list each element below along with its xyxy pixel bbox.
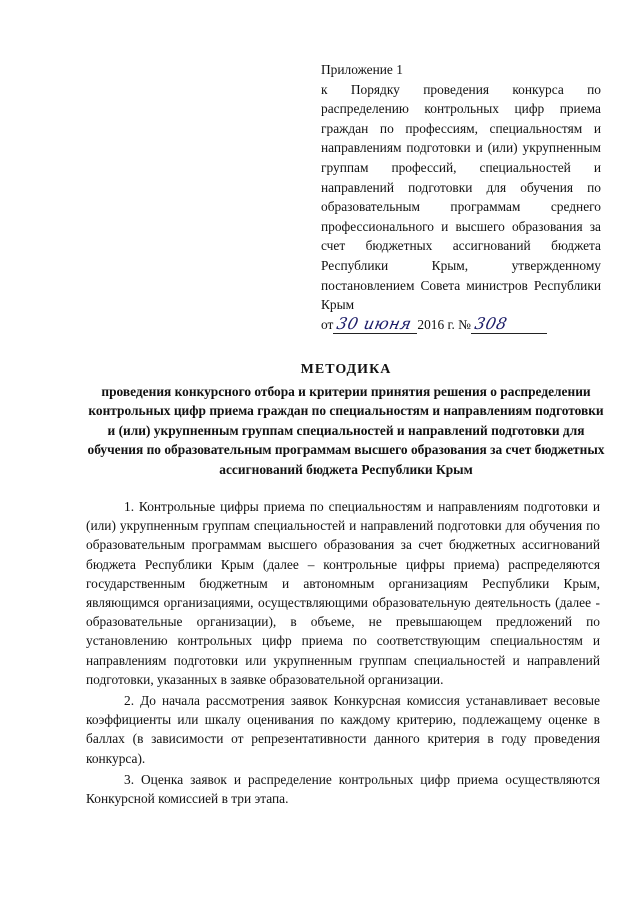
handwritten-date: 30 июня: [335, 313, 414, 333]
appendix-heading: Приложение 1: [321, 62, 403, 77]
appendix-text: к Порядку проведения конкурса по распределению контрольных цифр приема граждан по профессиям, специальностям и направлениям подготовки и (или) укрупненным группам профессий, специальностей и направлений подготовки для обучения по образовательным программам среднего профессионального и высшего образования за счет бюджетных ассигнований бюджета Республики Крым, утвержденному постановлением Совета министров Республики Крым: [321, 81, 601, 313]
document-body: [86, 497, 600, 810]
paragraph-2: 2. До начала рассмотрения заявок Конкурсная комиссия устанавливает весовые коэффициенты или шкалу оценивания по каждому критерию, подлежащему оценке в баллах (в зависимости от репрезентативности данного критерия в году проведения конкурса).: [86, 693, 600, 766]
document-title: МЕТОДИКА: [300, 362, 392, 377]
approval-date-line: [321, 315, 601, 335]
date-prefix: от: [321, 316, 334, 332]
paragraph-1: 1. Контрольные цифры приема по специальностям и направлениям подготовки и (или) укрупненным группам специальностей и направлений подготовки для обучения по образовательным программам высшего образования за счет бюджетных ассигнований бюджета Республики Крым (далее – контрольные цифры приема) распределяются государственным бюджетным и автономным организациям Республики Крым, являющимся организациями, осуществляющими образовательную деятельность (далее - образовательные организации), в объеме, не превышающем предложений по установлению контрольных цифр приема по соответствующим специальностям и направлениям подготовки или укрупненным группам специальностей и направлений подготовки, указанных в заявке образовательной организации.: [86, 499, 600, 687]
number-fill-field: [471, 315, 547, 334]
paragraph-3: 3. Оценка заявок и распределение контрольных цифр приема осуществляются Конкурсной комиссией в три этапа.: [86, 771, 600, 807]
date-fill-field: [333, 315, 417, 334]
appendix-block: [321, 60, 601, 334]
document-title-block: [86, 360, 606, 479]
date-suffix: 2016 г. №: [417, 316, 471, 332]
document-subtitle: проведения конкурсного отбора и критерии принятия решения о распределении контрольных цифр приема граждан по специальностям и направлениям подготовки и (или) укрупненным группам специальностей и направлений подготовки для обучения по образовательным программам высшего образования за счет бюджетных ассигнований бюджета Республики Крым: [87, 384, 605, 477]
handwritten-number: 308: [473, 313, 510, 333]
